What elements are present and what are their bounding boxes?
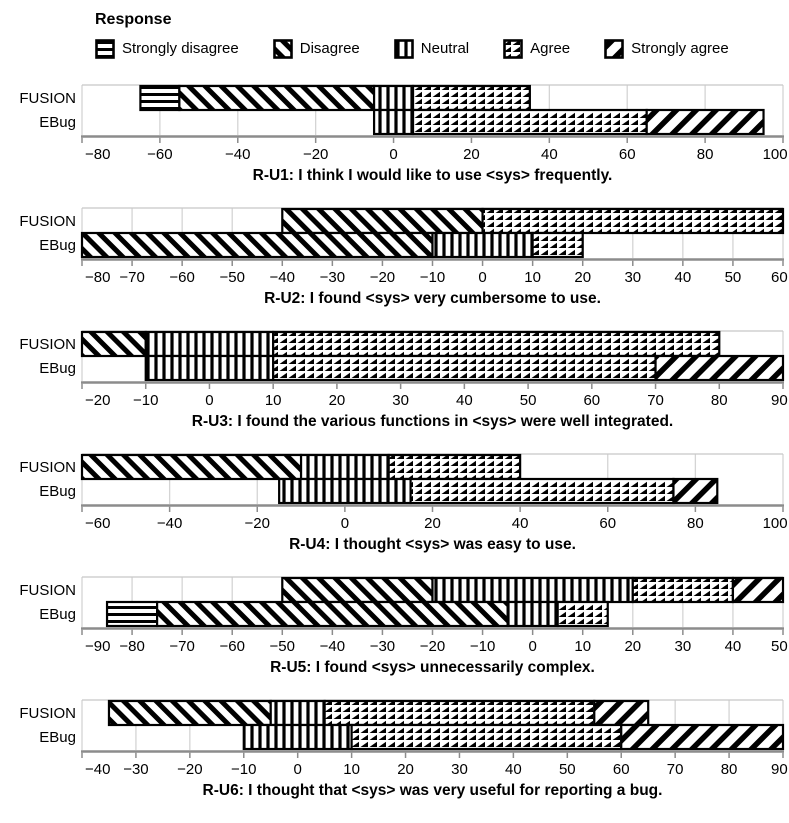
- tick-label: −30: [319, 269, 346, 286]
- likert-chart-R-U1-svg: [0, 84, 789, 186]
- tick-label: −80: [85, 146, 111, 163]
- tick-label: 30: [392, 392, 409, 409]
- legend-item-disagree: [273, 39, 360, 59]
- chart-R-U4: [0, 453, 789, 555]
- bar-FUSION-agree: [273, 332, 719, 356]
- bar-FUSION-disagree: [282, 209, 482, 233]
- tick-label: 80: [696, 146, 714, 163]
- tick-label: 30: [674, 638, 692, 655]
- likert-charts-container: [0, 59, 789, 801]
- tick-label: −10: [231, 761, 257, 778]
- tick-label: −30: [369, 638, 396, 655]
- tick-label: 0: [293, 761, 302, 778]
- tick-label: −60: [147, 146, 173, 163]
- tick-label: 20: [574, 269, 592, 286]
- tick-label: 20: [328, 392, 346, 409]
- legend-label: Strongly agree: [631, 40, 729, 57]
- tick-label: −10: [419, 269, 446, 286]
- tick-label: −60: [85, 515, 111, 532]
- tick-label: 0: [205, 392, 214, 409]
- tick-label: 50: [724, 269, 742, 286]
- chart-title: R-U4: I thought <sys> was easy to use.: [289, 536, 576, 553]
- chart-R-U2: [0, 207, 789, 309]
- bar-FUSION-agree: [325, 701, 595, 725]
- tick-label: −10: [133, 392, 159, 409]
- tick-label: 60: [618, 146, 636, 163]
- tick-label: 100: [762, 515, 788, 532]
- bar-FUSION-disagree: [109, 701, 271, 725]
- bar-EBug-strongly_agree: [621, 725, 783, 749]
- legend-item-agree: [503, 39, 570, 59]
- wide-forward-diagonal-swatch-icon: [604, 39, 624, 59]
- tick-label: 80: [720, 761, 738, 778]
- bar-EBug-agree: [411, 479, 674, 503]
- tick-label: 40: [724, 638, 742, 655]
- tick-label: −70: [169, 638, 195, 655]
- bar-EBug-agree: [558, 602, 608, 626]
- tick-label: 0: [528, 638, 537, 655]
- tick-label: 60: [771, 269, 788, 286]
- bar-EBug-strongly_agree: [656, 356, 783, 380]
- legend-item-strongly_agree: [604, 39, 729, 59]
- tick-label: −80: [119, 638, 145, 655]
- tick-label: −40: [156, 515, 183, 532]
- bar-FUSION-neutral: [301, 455, 389, 479]
- vertical-lines-swatch-icon: [394, 39, 414, 59]
- bar-EBug-agree: [533, 233, 583, 257]
- tick-label: −20: [302, 146, 329, 163]
- tick-label: 100: [762, 146, 788, 163]
- tick-label: 70: [647, 392, 664, 409]
- bar-EBug-neutral: [244, 725, 352, 749]
- legend-label: Disagree: [299, 40, 360, 57]
- tick-label: −40: [85, 761, 111, 778]
- chart-title: R-U5: I found <sys> unnecessarily complex.: [270, 659, 595, 676]
- bar-EBug-neutral: [374, 110, 413, 134]
- legend-label: Strongly disagree: [122, 40, 239, 57]
- bar-FUSION-disagree: [179, 86, 374, 110]
- tick-label: 70: [666, 761, 684, 778]
- tick-label: −70: [119, 269, 145, 286]
- tick-label: −20: [369, 269, 396, 286]
- tick-label: −60: [219, 638, 245, 655]
- row-label-FUSION: FUSION: [19, 705, 76, 722]
- chart-title: R-U1: I think I would like to use <sys> frequently.: [252, 167, 613, 184]
- tick-label: 90: [771, 761, 788, 778]
- tick-label: −50: [219, 269, 245, 286]
- bar-EBug-neutral: [433, 233, 533, 257]
- tick-label: −80: [85, 269, 111, 286]
- chart-R-U5: [0, 576, 789, 678]
- tick-label: 10: [264, 392, 282, 409]
- bar-EBug-neutral: [508, 602, 558, 626]
- tick-label: 50: [771, 638, 788, 655]
- tick-label: 30: [451, 761, 468, 778]
- bar-FUSION-disagree: [282, 578, 432, 602]
- bar-FUSION-neutral: [271, 701, 325, 725]
- legend-title: Response: [95, 11, 172, 28]
- tick-label: −20: [85, 392, 111, 409]
- bar-EBug-disagree: [157, 602, 508, 626]
- bar-FUSION-agree: [389, 455, 520, 479]
- row-label-EBug: EBug: [39, 237, 76, 254]
- row-label-FUSION: FUSION: [19, 459, 76, 476]
- bar-EBug-agree: [352, 725, 622, 749]
- tick-label: −20: [244, 515, 270, 532]
- bar-FUSION-disagree: [82, 455, 301, 479]
- likert-chart-R-U6-svg: [0, 699, 789, 801]
- bar-EBug-disagree: [82, 233, 433, 257]
- tick-label: 60: [612, 761, 630, 778]
- bar-FUSION-neutral: [433, 578, 633, 602]
- dense-forward-diagonal-swatch-icon: [503, 39, 523, 59]
- row-label-FUSION: FUSION: [19, 213, 76, 230]
- tick-label: −40: [225, 146, 251, 163]
- row-label-EBug: EBug: [39, 360, 76, 377]
- tick-label: 0: [389, 146, 398, 163]
- bar-FUSION-strongly_agree: [594, 701, 648, 725]
- tick-label: 40: [505, 761, 522, 778]
- bar-FUSION-neutral: [146, 332, 273, 356]
- tick-label: 0: [340, 515, 350, 532]
- tick-label: 40: [456, 392, 473, 409]
- chart-R-U6: [0, 699, 789, 801]
- bar-EBug-neutral: [279, 479, 410, 503]
- bar-FUSION-neutral: [374, 86, 413, 110]
- tick-label: 40: [511, 515, 529, 532]
- tick-label: 20: [424, 515, 441, 532]
- tick-label: 20: [397, 761, 414, 778]
- tick-label: 0: [478, 269, 487, 286]
- tick-label: 60: [583, 392, 601, 409]
- bar-FUSION-agree: [483, 209, 783, 233]
- horizontal-lines-swatch-icon: [95, 39, 115, 59]
- bar-EBug-strongly_agree: [673, 479, 717, 503]
- legend-item-strongly_disagree: [95, 39, 239, 59]
- tick-label: 80: [687, 515, 704, 532]
- bar-FUSION-disagree: [82, 332, 146, 356]
- bar-EBug-strongly_agree: [647, 110, 764, 134]
- legend: [0, 0, 789, 59]
- legend-label: Neutral: [420, 40, 470, 57]
- legend-item-neutral: [394, 39, 469, 59]
- bar-EBug-agree: [273, 356, 655, 380]
- bar-EBug-agree: [413, 110, 647, 134]
- tick-label: −20: [419, 638, 446, 655]
- row-label-FUSION: FUSION: [19, 582, 76, 599]
- tick-label: 50: [519, 392, 537, 409]
- tick-label: 40: [674, 269, 692, 286]
- tick-label: 10: [524, 269, 541, 286]
- tick-label: 90: [771, 392, 788, 409]
- chart-title: R-U6: I thought that <sys> was very useful for reporting a bug.: [202, 782, 663, 799]
- tick-label: 20: [463, 146, 480, 163]
- tick-label: −60: [169, 269, 195, 286]
- tick-label: 30: [624, 269, 642, 286]
- tick-label: −20: [177, 761, 203, 778]
- likert-chart-R-U3-svg: [0, 330, 789, 432]
- likert-chart-R-U2-svg: [0, 207, 789, 309]
- tick-label: 80: [710, 392, 728, 409]
- row-label-FUSION: FUSION: [19, 336, 76, 353]
- tick-label: −90: [85, 638, 111, 655]
- tick-label: 10: [343, 761, 360, 778]
- chart-title: R-U2: I found <sys> very cumbersome to use.: [264, 290, 601, 307]
- bar-FUSION-agree: [413, 86, 530, 110]
- bar-EBug-strongly_disagree: [107, 602, 157, 626]
- likert-chart-R-U5-svg: [0, 576, 789, 678]
- tick-label: 60: [599, 515, 617, 532]
- likert-chart-R-U4-svg: [0, 453, 789, 555]
- tick-label: −40: [319, 638, 346, 655]
- tick-label: −40: [269, 269, 296, 286]
- tick-label: 40: [540, 146, 558, 163]
- tick-label: −10: [469, 638, 496, 655]
- bar-EBug-neutral: [146, 356, 273, 380]
- tick-label: −50: [269, 638, 296, 655]
- row-label-FUSION: FUSION: [19, 90, 76, 107]
- tick-label: −30: [123, 761, 149, 778]
- tick-label: 20: [624, 638, 642, 655]
- chart-R-U1: [0, 84, 789, 186]
- chart-title: R-U3: I found the various functions in <sys> were well integrated.: [191, 413, 674, 430]
- legend-items: [95, 38, 789, 59]
- tick-label: 50: [558, 761, 576, 778]
- chart-R-U3: [0, 330, 789, 432]
- legend-label: Agree: [530, 40, 571, 57]
- row-label-EBug: EBug: [39, 729, 76, 746]
- bar-FUSION-strongly_disagree: [140, 86, 179, 110]
- row-label-EBug: EBug: [39, 114, 76, 131]
- row-label-EBug: EBug: [39, 483, 76, 500]
- bar-FUSION-agree: [633, 578, 733, 602]
- bar-FUSION-strongly_agree: [733, 578, 783, 602]
- row-label-EBug: EBug: [39, 606, 76, 623]
- tick-label: 10: [574, 638, 592, 655]
- backslash-diagonal-swatch-icon: [273, 39, 293, 59]
